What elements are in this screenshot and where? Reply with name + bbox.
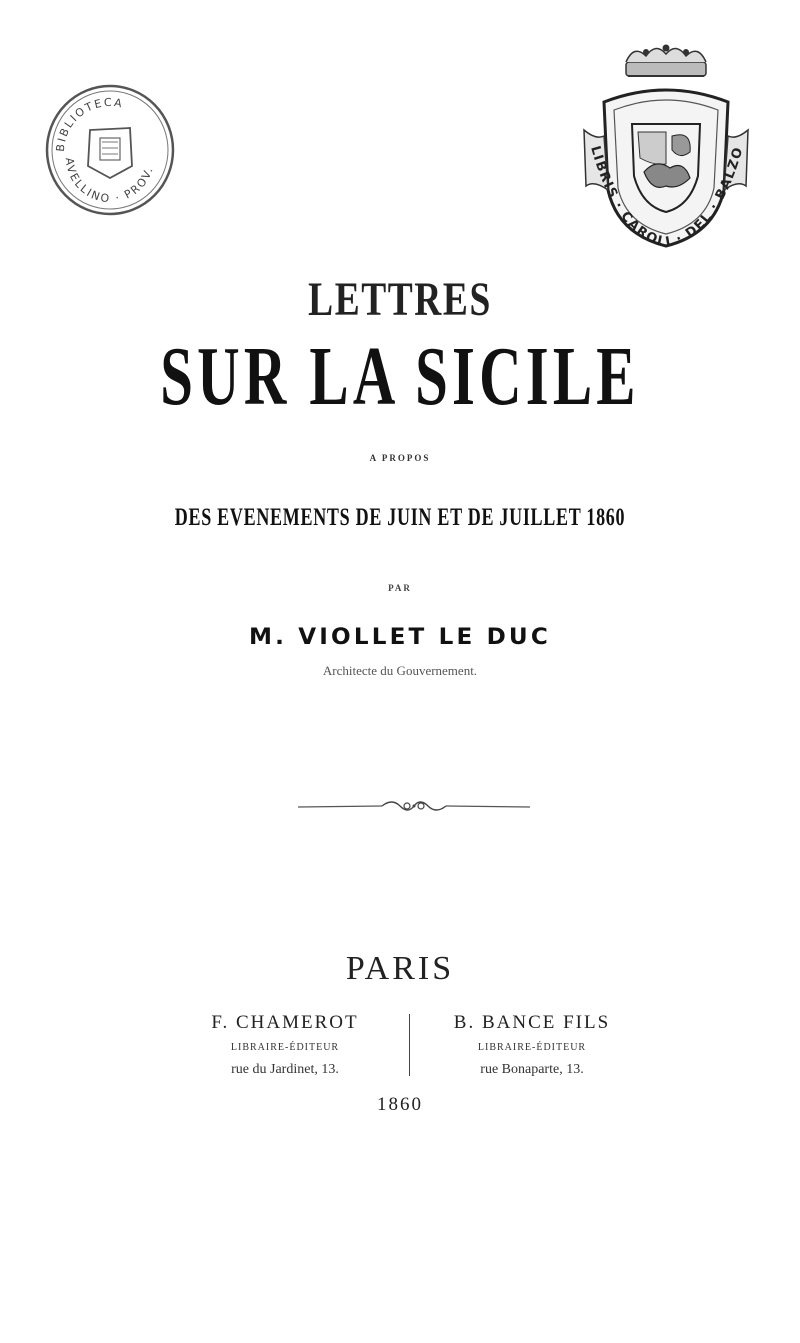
ornamental-rule — [296, 796, 532, 816]
title-line-1: LETTRES — [308, 273, 492, 326]
svg-text:LIBRIS · CAROLI · DEL · BALZO: LIBRIS · CAROLI · DEL · BALZO — [587, 144, 747, 251]
publisher-left-address: rue du Jardinet, 13. — [231, 1062, 339, 1077]
imprint-year: 1860 — [377, 1094, 423, 1115]
imprint-city: PARIS — [345, 950, 455, 987]
heraldic-bookplate — [574, 40, 758, 272]
subtitle-prefix: A PROPOS — [369, 453, 431, 463]
publisher-right-role: LIBRAIRE-ÉDITEUR — [477, 1042, 587, 1053]
svg-text:BIBLIOTECA: BIBLIOTECA — [53, 95, 125, 153]
publisher-right — [432, 1012, 632, 1078]
author-role: Architecte du Gouvernement. — [322, 663, 478, 678]
publisher-left-name: F. CHAMEROT — [211, 1012, 359, 1033]
publisher-divider — [409, 1014, 410, 1076]
title-line-2: SUR LA SICILE — [160, 330, 640, 423]
publisher-right-address: rue Bonaparte, 13. — [480, 1062, 584, 1077]
publisher-left — [190, 1012, 380, 1078]
publisher-left-role: LIBRAIRE-ÉDITEUR — [230, 1042, 340, 1053]
library-stamp — [44, 82, 176, 218]
author-by: PAR — [388, 583, 412, 593]
publisher-right-name: B. BANCE FILS — [453, 1012, 611, 1033]
author-name: M. VIOLLET LE DUC — [249, 625, 551, 650]
subtitle-events: DES EVENEMENTS DE JUIN ET DE JUILLET 1860 — [174, 504, 626, 531]
svg-text:AVELLINO · PROV.: AVELLINO · PROV. — [62, 156, 156, 206]
crown-icon — [626, 45, 706, 77]
